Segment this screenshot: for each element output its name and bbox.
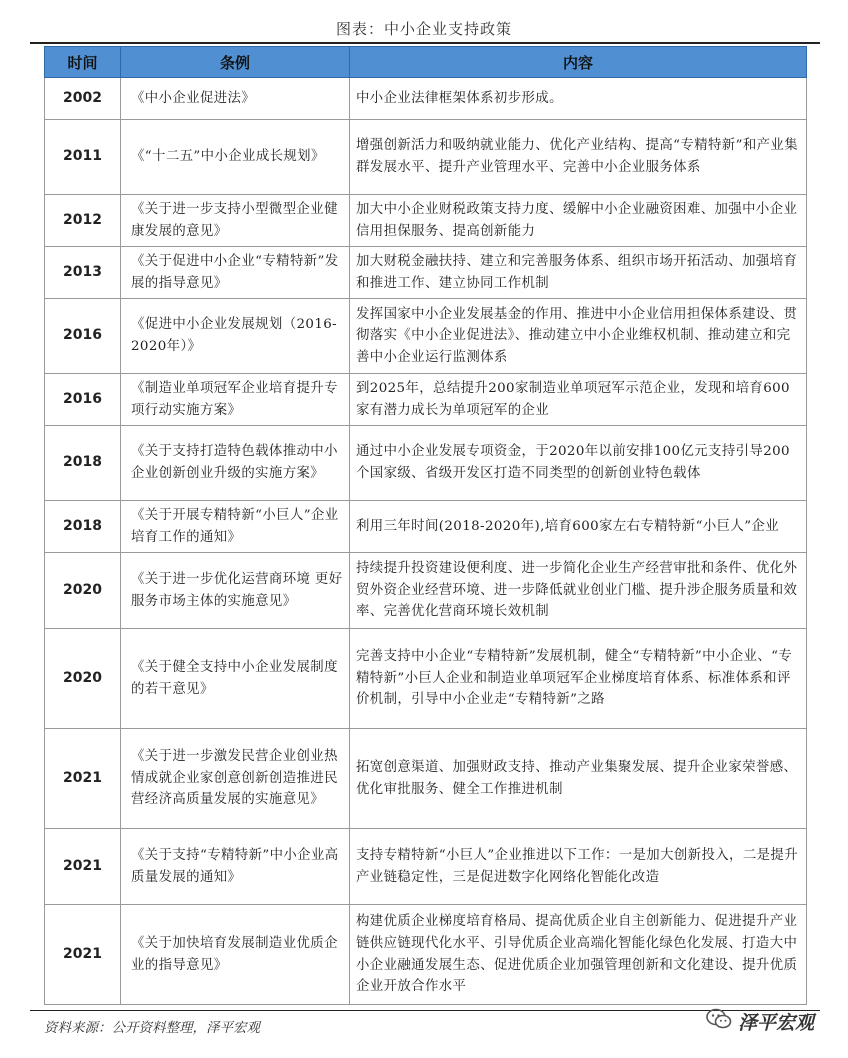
wechat-icon: [706, 1008, 732, 1034]
header-regulation: 条例: [121, 47, 350, 78]
logo-text: 泽平宏观: [738, 1011, 815, 1034]
row-regulation: 《促进中小企业发展规划（2016-2020年）》: [121, 299, 350, 374]
row-content: 拓宽创意渠道、加强财政支持、推动产业集聚发展、提升企业家荣誉感、优化审批服务、健全工作推进机制: [350, 729, 807, 829]
table-row: [45, 829, 807, 905]
row-content: 完善支持中小企业“专精特新”发展机制，健全“专精特新”中小企业、“专精特新”小巨人企业和制造业单项冠军企业梯度培育体系、标准体系和评价机制，引导中小企业走“专精特新”之路: [350, 629, 807, 729]
table-header-row: [45, 47, 807, 78]
row-regulation: 《关于促进中小企业“专精特新”发展的指导意见》: [121, 247, 350, 299]
row-regulation: 《关于进一步激发民营企业创业热情成就企业家创意创新创造推进民营经济高质量发展的实施意见》: [121, 729, 350, 829]
table-row: [45, 905, 807, 1005]
row-content: 支持专精特新“小巨人”企业推进以下工作：一是加大创新投入，二是提升产业链稳定性，三是促进数字化网络化智能化改造: [350, 829, 807, 905]
row-content: 利用三年时间(2018-2020年),培育600家左右专精特新“小巨人”企业: [350, 501, 807, 553]
row-year: 2016: [45, 374, 121, 426]
row-year: 2011: [45, 120, 121, 195]
row-year: 2020: [45, 629, 121, 729]
row-content: 中小企业法律框架体系初步形成。: [350, 78, 807, 120]
row-content: 通过中小企业发展专项资金，于2020年以前安排100亿元支持引导200个国家级、省级开发区打造不同类型的创新创业特色载体: [350, 426, 807, 501]
bottom-rule: [30, 1010, 820, 1011]
table-row: [45, 501, 807, 553]
row-content: 到2025年，总结提升200家制造业单项冠军示范企业，发现和培育600家有潜力成长为单项冠军的企业: [350, 374, 807, 426]
table-caption: 图表：中小企业支持政策: [335, 20, 512, 38]
table-row: [45, 374, 807, 426]
row-regulation: 《中小企业促进法》: [121, 78, 350, 120]
table-row: [45, 553, 807, 629]
row-regulation: 《关于开展专精特新“小巨人”企业培育工作的通知》: [121, 501, 350, 553]
top-rule: [30, 42, 820, 44]
row-content: 加大财税金融扶持、建立和完善服务体系、组织市场开拓活动、加强培育和推进工作、建立协同工作机制: [350, 247, 807, 299]
table-row: [45, 120, 807, 195]
table-row: [45, 247, 807, 299]
table-row: [45, 426, 807, 501]
table-row: [45, 78, 807, 120]
table-row: [45, 629, 807, 729]
source-note: 资料来源：公开资料整理，泽平宏观: [44, 1020, 260, 1036]
row-regulation: 《制造业单项冠军企业培育提升专项行动实施方案》: [121, 374, 350, 426]
table-row: [45, 195, 807, 247]
row-content: 构建优质企业梯度培育格局、提高优质企业自主创新能力、促进提升产业链供应链现代化水平、引导优质企业高端化智能化绿色化发展、打造大中小企业融通发展生态、促进优质企业加强管理创新和文化建设、提升优质企业开放合作水平: [350, 905, 807, 1005]
row-year: 2018: [45, 426, 121, 501]
row-content: 增强创新活力和吸纳就业能力、优化产业结构、提高“专精特新”和产业集群发展水平、提升产业管理水平、完善中小企业服务体系: [350, 120, 807, 195]
row-year: 2020: [45, 553, 121, 629]
policy-table: [44, 46, 807, 1005]
row-regulation: 《关于健全支持中小企业发展制度的若干意见》: [121, 629, 350, 729]
row-year: 2012: [45, 195, 121, 247]
table-row: [45, 299, 807, 374]
row-year: 2002: [45, 78, 121, 120]
row-regulation: 《关于进一步支持小型微型企业健康发展的意见》: [121, 195, 350, 247]
row-year: 2021: [45, 829, 121, 905]
row-regulation: 《关于支持“专精特新”中小企业高质量发展的通知》: [121, 829, 350, 905]
row-year: 2021: [45, 729, 121, 829]
header-content: 内容: [350, 47, 807, 78]
row-regulation: 《“十二五”中小企业成长规划》: [121, 120, 350, 195]
header-year: 时间: [45, 47, 121, 78]
row-regulation: 《关于进一步优化运营商环境 更好服务市场主体的实施意见》: [121, 553, 350, 629]
row-content: 持续提升投资建设便利度、进一步简化企业生产经营审批和条件、优化外贸外资企业经营环境、进一步降低就业创业门槛、提升涉企服务质量和效率、完善优化营商环境长效机制: [350, 553, 807, 629]
row-year: 2013: [45, 247, 121, 299]
row-year: 2021: [45, 905, 121, 1005]
row-year: 2018: [45, 501, 121, 553]
row-year: 2016: [45, 299, 121, 374]
row-regulation: 《关于加快培育发展制造业优质企业的指导意见》: [121, 905, 350, 1005]
row-content: 加大中小企业财税政策支持力度、缓解中小企业融资困难、加强中小企业信用担保服务、提高创新能力: [350, 195, 807, 247]
wechat-logo: [706, 1010, 814, 1032]
row-content: 发挥国家中小企业发展基金的作用、推进中小企业信用担保体系建设、贯彻落实《中小企业促进法》、推动建立中小企业维权机制、推动建立和完善中小企业运行监测体系: [350, 299, 807, 374]
table-row: [45, 729, 807, 829]
row-regulation: 《关于支持打造特色载体推动中小企业创新创业升级的实施方案》: [121, 426, 350, 501]
